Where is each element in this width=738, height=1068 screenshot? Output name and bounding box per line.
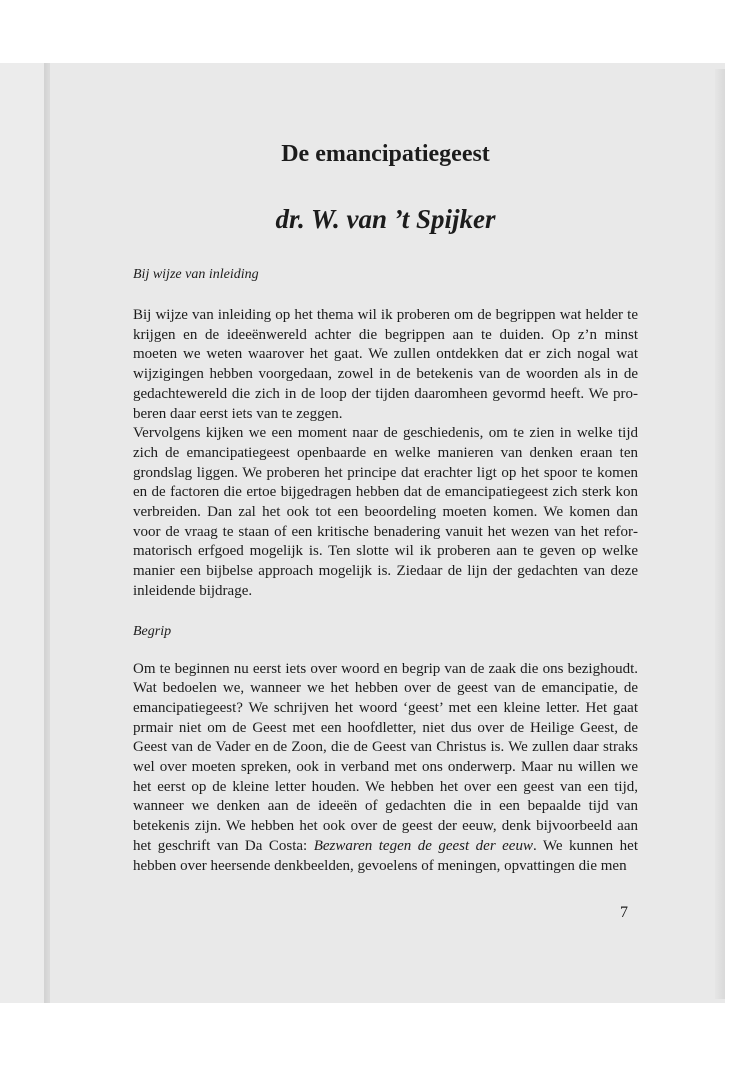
paragraph-inleiding-1: Bij wijze van inleiding op het thema wil ik proberen om de begrippen wat helder te krijgen en de ideeënwereld achter die begrippen aan te duiden. Op z’n minst moeten we weten waarover het gaat. We zullen ontdekken dat er zich nogal wat wijzigingen hebben voorgedaan, zowel in de betekenis van de woorden als in de gedachtewereld die zich in de loop der tijden daaromheen gevormd heeft. We proberen daar eerst iets van te zeggen. [133, 307, 638, 422]
section-heading-begrip: Begrip [133, 623, 172, 639]
book-title-reference: Bezwaren tegen de geest der eeuw [313, 837, 533, 854]
page-edge-strip [0, 63, 44, 1003]
page-right-edge [715, 69, 725, 999]
chapter-title: De emancipatiegeest [281, 141, 490, 167]
paragraph-inleiding-2: Vervolgens kijken we een moment naar de geschiedenis, om te zien in welke tijd zich de emancipatiegeest openbaarde en welke manieren van denken eraan ten grondslag liggen. We proberen het principe dat erachter ligt op het spoor te komen en de factoren die ertoe bijgedragen hebben dat de emancipatiegeest zich sterk kon verbreiden. Dan zal het ook tot een beoordeling moeten komen. We komen dan voor de vraag te staan of een kritische benadering vanuit het wezen van het reformatorisch erfgoed mogelijk is. Ten slotte wil ik proberen aan te geven op welke manier een bijbelse approach mogelijk is. Ziedaar de lijn der gedachten van deze inleidende bijdrage. [133, 425, 638, 599]
section-heading-inleiding: Bij wijze van inleiding [133, 267, 259, 282]
chapter-author: dr. W. van ’t Spijker [275, 204, 496, 234]
page-content [133, 139, 638, 876]
paragraph-begrip-text-after: . We kunnen het hebben over heersende denkbeelden, gevoelens of meningen, opvattingen die men [133, 837, 638, 874]
paragraph-begrip-text-before: Om te beginnen nu eerst iets over woord en begrip van de zaak die ons bezighoudt. Wat bedoelen we, wanneer we het hebben over de geest van de emancipatie, de emancipatiegeest? We schrijven het woord ‘geest’ met een kleine letter. Het gaat prmair niet om de Geest met een hoofdletter, niet dus over de Heilige Geest, de Geest van de Vader en de Zoon, die de Geest van Christus is. We zullen daar straks wel over moeten spreken, ook in verband met ons onderwerp. Maar nu willen we het eerst op de kleine letter houden. We hebben het over een geest van een tijd, wanneer we denken aan de ideeën of gedachten die in een bepaalde tijd van betekenis zijn. We hebben het ook over de geest der eeuw, denk bijvoorbeeld aan het geschrift van Da Costa: [133, 660, 638, 854]
page-number: 7 [620, 904, 628, 921]
paragraph-begrip-1 [133, 660, 638, 877]
book-spine-shadow [44, 63, 50, 1003]
book-page [0, 63, 725, 1003]
